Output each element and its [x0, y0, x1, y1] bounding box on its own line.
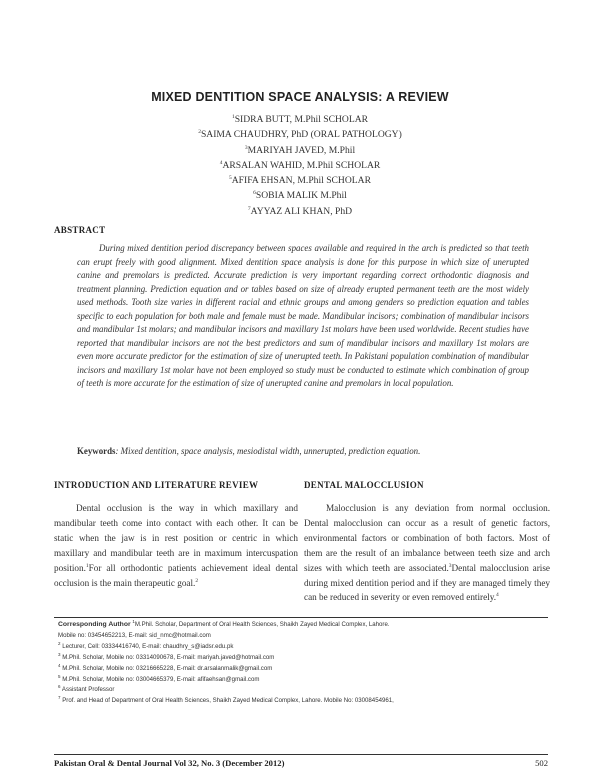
footnote-item: $^7$ Prof. and Head of Department of Oral Health Sciences, Shaikh Zayed Medical Complex, Lahore. Mobile No: 03008454961, — [58, 695, 394, 705]
intro-heading: INTRODUCTION AND LITERATURE REVIEW — [54, 480, 259, 490]
footnote-divider — [54, 617, 548, 618]
author-line: $^7$AYYAZ ALI KHAN, PhD — [247, 205, 353, 217]
abstract-heading: ABSTRACT — [54, 225, 106, 235]
column-left — [54, 480, 298, 590]
abstract-body: During mixed dentition period discrepancy between spaces available and required in the arch is predicted so that teeth can erupt freely with good alignment. Mixed dentition space analysis is done for this purpose in which size of unerupted canine and premolars is predicted. Accurate prediction is very important regarding correct orthodontic diagnosis and treatment planning. Prediction equation and or tables based on size of already erupted permanent teeth are the most widely used methods. Tooth size varies in different racial and ethnic groups and among genders so prediction equation and tables specific to each population for both male and female must be made. Mandibular incisors; combination of mandibular incisors and mandibular 1st molars; and mandibular incisors and maxillary 1st molars have been used worldwide. Recent studies have reported that mandibular incisors are not the best predictors and sum of mandibular incisors and maxillary 1st molars are even more accurate predictor for the estimation of size of unerupted teeth. In Pakistani population combination of mandibular incisors and maxillary 1st molar have not been employed so study must be conducted to estimate which combination of group of teeth is more accurate for the estimation of size of unerupted canine and premolars in local population. — [77, 243, 529, 388]
intro-paragraph: Dental occlusion is the way in which maxillary and mandibular teeth come into contact with each other. It can be static when the jaw is in rest position or centric in which maxillary and mandibular teeth are in maximum intercuspation position.$^1$For all orthodontic patients achievement ideal dental occlusion is the main therapeutic goal.$^2$ — [54, 503, 298, 588]
author-line: $^3$MARIYAH JAVED, M.Phil — [244, 144, 356, 156]
footnote-item: Corresponding Author $^1$M.Phil. Scholar, Department of Oral Health Sciences, Shaikh Zayed Medical Complex, Lahore. — [58, 618, 390, 628]
author-line: $^6$SOBIA MALIK M.Phil — [253, 190, 347, 202]
malocclusion-paragraph: Malocclusion is any deviation from normal occlusion. Dental malocclusion can occur as a result of genetic factors, environmental factors or combination of both factors. Most of them are the result of an imbalance between teeth size and arch sizes with which teeth are associated.$^3$Dental malocclusion arise during mixed dentition period and if they are managed timely they can be reduced in severity or even removed entirely.$^4$ — [304, 503, 550, 603]
footnote-item: $^5$ M.Phil. Scholar, Mobile no: 03004665379, E-mail: afifaehsan@gmail.com — [58, 673, 260, 683]
keywords-text: : Mixed dentition, space analysis, mesiodistal width, unnerupted, prediction equation. — [115, 446, 421, 456]
footnote-item: $^4$ M.Phil. Scholar, Mobile no: 03216665228, E-mail: dr.arsalanmalik@gmail.com — [58, 662, 273, 672]
keywords-label: Keywords — [77, 446, 116, 456]
author-list — [0, 112, 600, 219]
author-line: $^5$AFIFA EHSAN, M.Phil SCHOLAR — [229, 175, 371, 187]
footnote-item: $^6$ Assistant Professor — [58, 684, 115, 694]
footnote-item: $^3$ M.Phil. Scholar, Mobile no: 03314090678, E-mail: mariyah.javed@hotmail.com — [58, 651, 275, 661]
footer-divider — [54, 754, 548, 755]
footnote-item: $^2$ Lecturer, Cell: 03334416740, E-mail: chaudhry_s@iadsr.edu.pk — [58, 640, 234, 650]
author-line: $^1$SIDRA BUTT, M.Phil SCHOLAR — [231, 113, 369, 125]
malocclusion-heading: DENTAL MALOCCLUSION — [304, 480, 424, 490]
column-right — [304, 480, 550, 605]
page-number: 502 — [535, 758, 548, 768]
author-line: $^2$SAIMA CHAUDHRY, PhD (ORAL PATHOLOGY) — [198, 129, 402, 141]
footnotes — [58, 620, 558, 707]
author-line: $^4$ARSALAN WAHID, M.Phil SCHOLAR — [219, 159, 381, 171]
journal-citation: Pakistan Oral & Dental Journal Vol 32, No. 3 (December 2012) — [54, 758, 285, 768]
keywords-line — [77, 445, 529, 458]
paper-title: MIXED DENTITION SPACE ANALYSIS: A REVIEW — [151, 90, 449, 104]
footnote-item-continued: Mobile no: 03454652213, E-mail: sid_nmc@hotmail.com — [58, 631, 211, 639]
